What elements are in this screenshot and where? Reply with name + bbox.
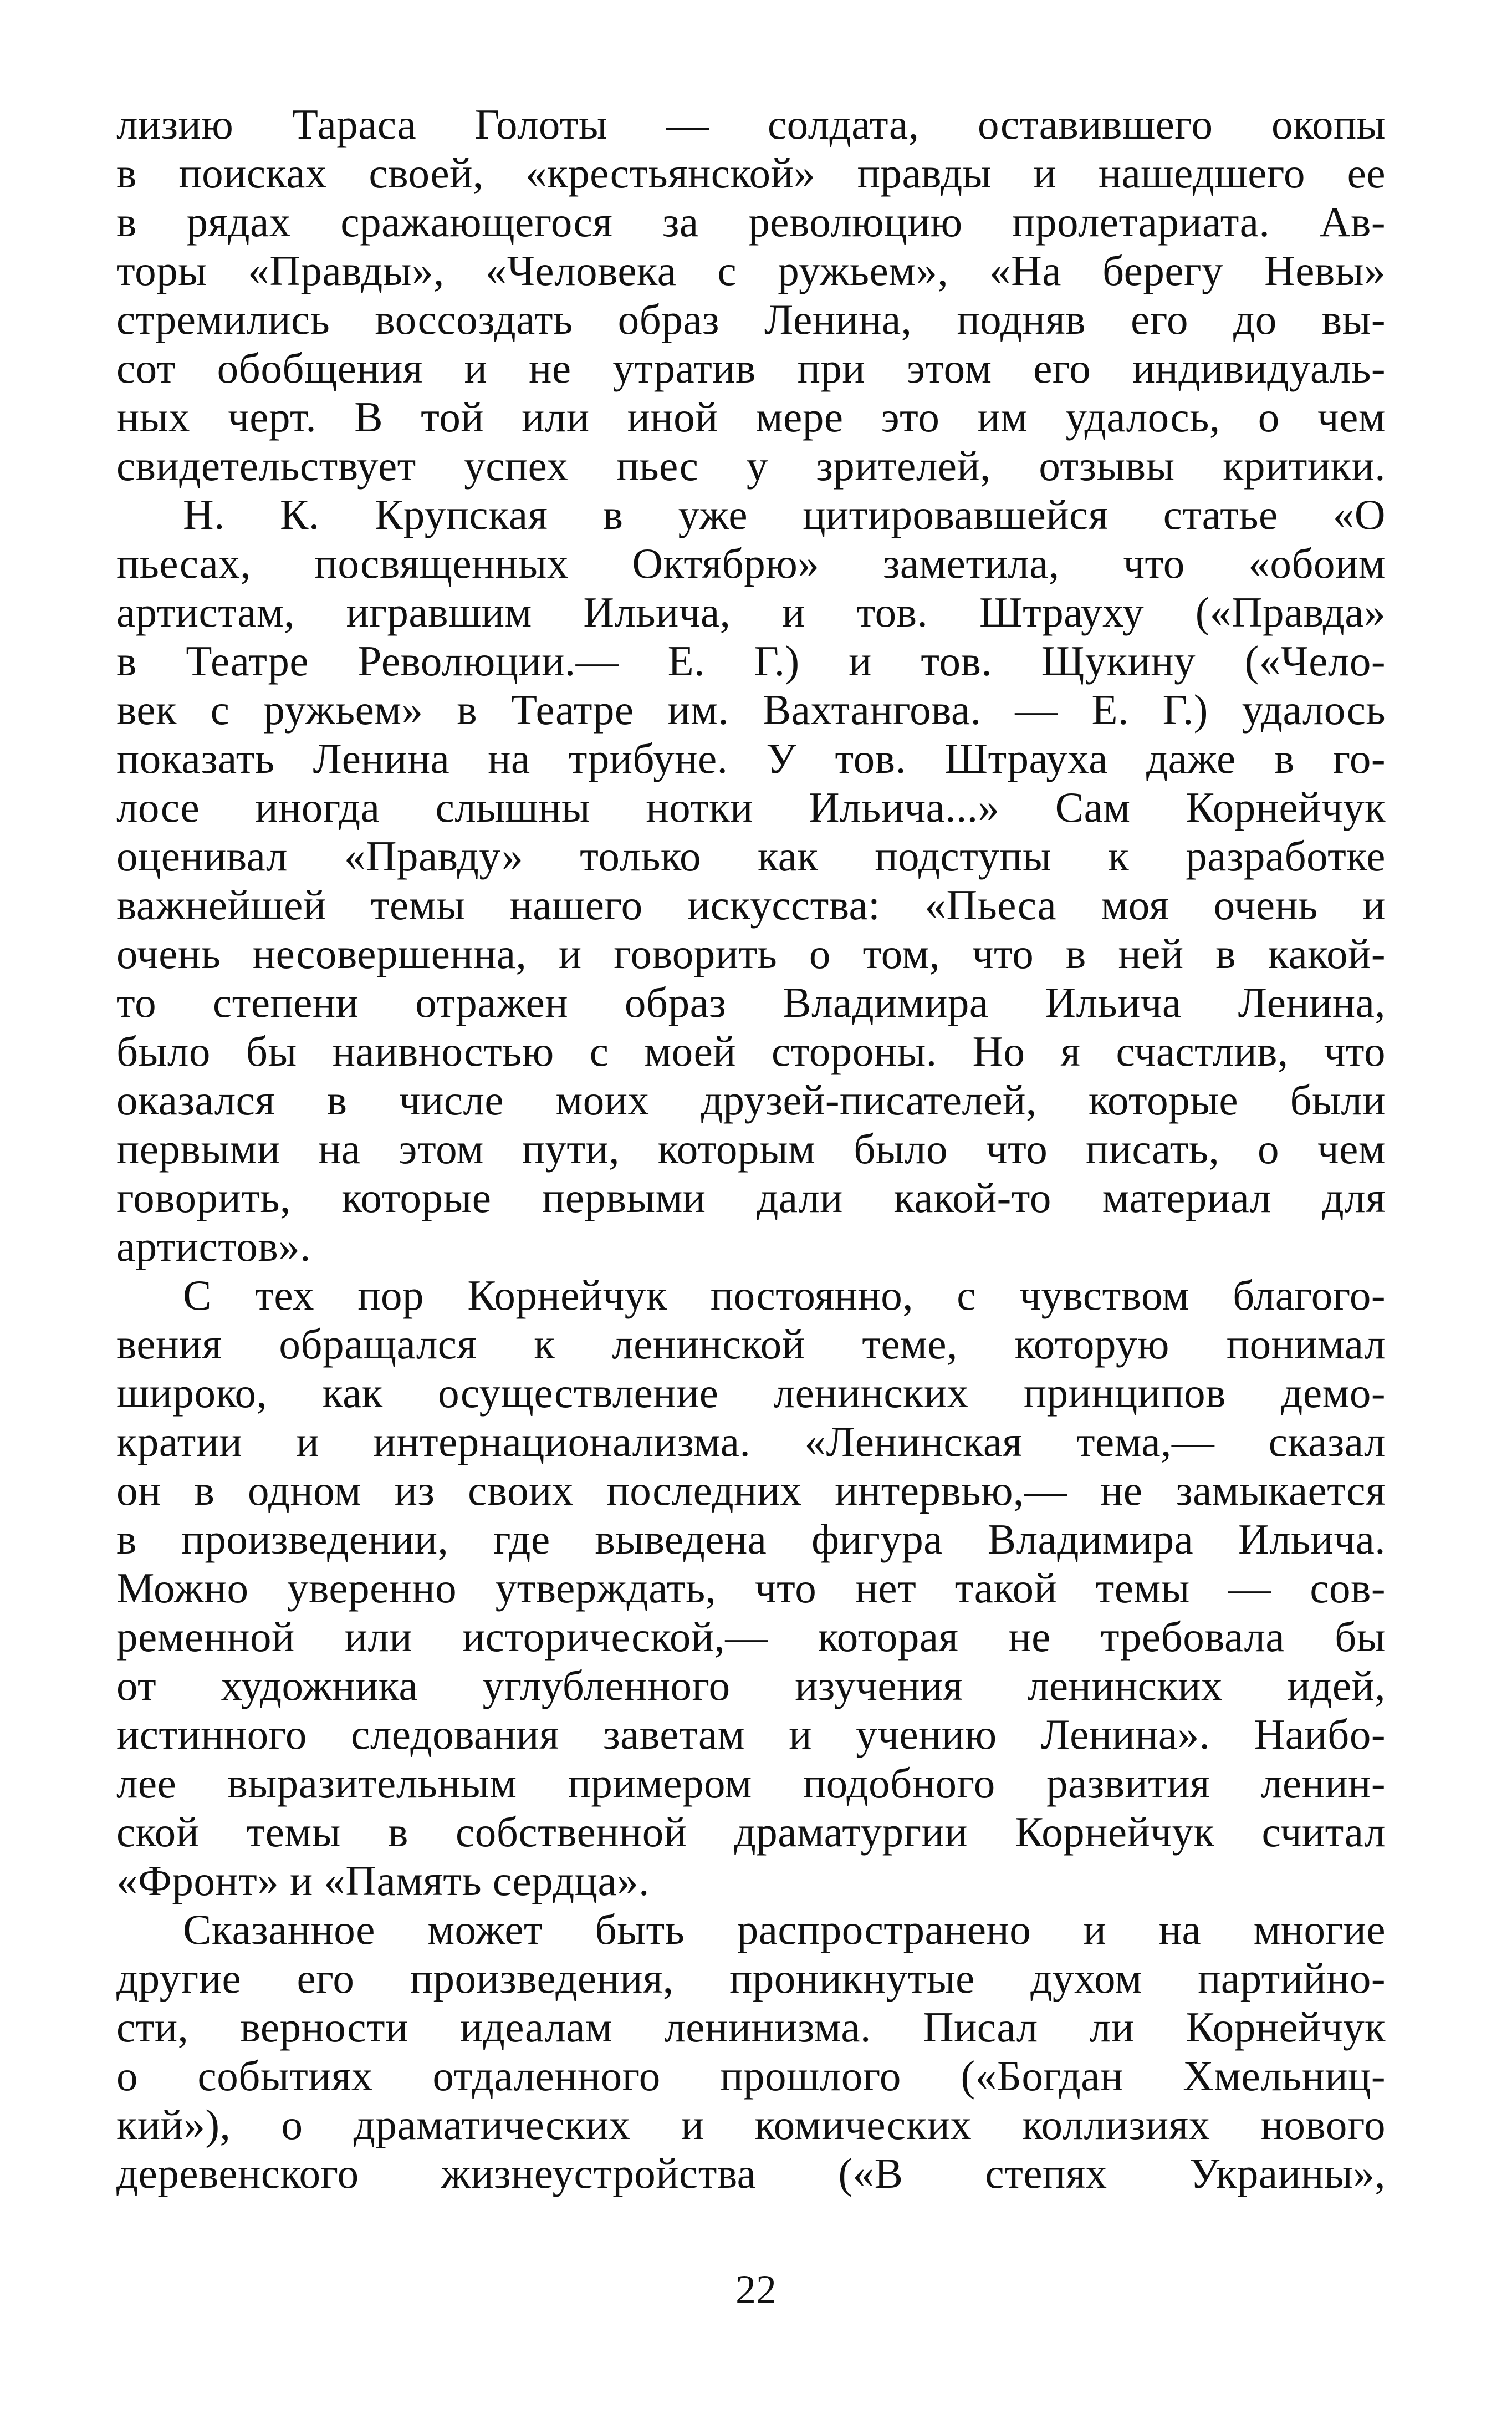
text-line: показать Ленина на трибуне. У тов. Штрауха даже в го- bbox=[116, 735, 1386, 782]
text-line: оценивал «Правду» только как подступы к разработке bbox=[116, 832, 1386, 880]
page-number: 22 bbox=[735, 2267, 777, 2313]
text-line: Сказанное может быть распространено и на многие bbox=[183, 1906, 1386, 1953]
text-line: в произведении, где выведена фигура Владимира Ильича. bbox=[116, 1515, 1386, 1563]
text-line: в рядах сражающегося за революцию пролетариата. Ав- bbox=[116, 198, 1386, 246]
paragraph-2 bbox=[116, 490, 1386, 1271]
text-line: Можно уверенно утверждать, что нет такой темы — сов- bbox=[116, 1564, 1386, 1612]
text-line: кий»), о драматических и комических коллизиях нового bbox=[116, 2101, 1386, 2148]
text-line: говорить, которые первыми дали какой-то материал для bbox=[116, 1174, 1386, 1221]
text-line: пьесах, посвященных Октябрю» заметила, что «обоим bbox=[116, 539, 1386, 587]
text-line: другие его произведения, проникнутые духом партийно- bbox=[116, 1954, 1386, 2002]
text-line: век с ружьем» в Театре им. Вахтангова. — Е. Г.) удалось bbox=[116, 686, 1386, 734]
text-line: в поисках своей, «крестьянской» правды и нашедшего ее bbox=[116, 149, 1386, 197]
text-line: сот обобщения и не утратив при этом его индивидуаль- bbox=[116, 344, 1386, 392]
text-line: лосе иногда слышны нотки Ильича...» Сам Корнейчук bbox=[116, 783, 1386, 831]
text-line: вения обращался к ленинской теме, которую понимал bbox=[116, 1320, 1386, 1368]
text-line: от художника углубленного изучения ленинских идей, bbox=[116, 1662, 1386, 1709]
text-line: торы «Правды», «Человека с ружьем», «На берегу Невы» bbox=[116, 247, 1386, 294]
text-line: о событиях отдаленного прошлого («Богдан Хмельниц- bbox=[116, 2052, 1386, 2100]
text-line: Н. К. Крупская в уже цитировавшейся статье «О bbox=[183, 491, 1386, 538]
text-line: он в одном из своих последних интервью,— не замыкается bbox=[116, 1466, 1386, 1514]
text-line: лее выразительным примером подобного развития ленин- bbox=[116, 1759, 1386, 1807]
paragraph-3 bbox=[116, 1271, 1386, 1905]
text-line: истинного следования заветам и учению Ленина». Наибо- bbox=[116, 1710, 1386, 1758]
text-line: первыми на этом пути, которым было что писать, о чем bbox=[116, 1125, 1386, 1173]
text-line: очень несовершенна, и говорить о том, что в ней в какой- bbox=[116, 930, 1386, 977]
text-line: оказался в числе моих друзей-писателей, которые были bbox=[116, 1076, 1386, 1124]
text-line: важнейшей темы нашего искусства: «Пьеса моя очень и bbox=[116, 881, 1386, 929]
paragraph-1 bbox=[116, 100, 1386, 490]
page-body bbox=[116, 100, 1386, 2198]
text-line: то степени отражен образ Владимира Ильича Ленина, bbox=[116, 979, 1386, 1026]
text-line: лизию Тараса Голоты — солдата, оставившего окопы bbox=[116, 100, 1386, 148]
text-line: деревенского жизнеустройства («В степях Украины», bbox=[116, 2150, 1386, 2197]
text-line: ных черт. В той или иной мере это им удалось, о чем bbox=[116, 393, 1386, 441]
text-line: ременной или исторической,— которая не требовала бы bbox=[116, 1613, 1386, 1661]
text-line: широко, как осуществление ленинских принципов демо- bbox=[116, 1369, 1386, 1417]
text-line: свидетельствует успех пьес у зрителей, отзывы критики. bbox=[116, 442, 1386, 490]
text-line: ской темы в собственной драматургии Корнейчук считал bbox=[116, 1808, 1386, 1856]
text-line: артистов». bbox=[116, 1223, 311, 1270]
paragraph-4 bbox=[116, 1905, 1386, 2198]
text-line: стремились воссоздать образ Ленина, подняв его до вы- bbox=[116, 296, 1386, 343]
text-line: кратии и интернационализма. «Ленинская тема,— сказал bbox=[116, 1418, 1386, 1465]
text-line: С тех пор Корнейчук постоянно, с чувством благого- bbox=[183, 1271, 1386, 1319]
text-line: артистам, игравшим Ильича, и тов. Штрауху («Правда» bbox=[116, 588, 1386, 636]
text-line: в Театре Революции.— Е. Г.) и тов. Щукину («Чело- bbox=[116, 637, 1386, 685]
text-line: было бы наивностью с моей стороны. Но я счастлив, что bbox=[116, 1027, 1386, 1075]
text-line: сти, верности идеалам ленинизма. Писал ли Корнейчук bbox=[116, 2003, 1386, 2051]
text-line: «Фронт» и «Память сердца». bbox=[116, 1857, 650, 1904]
